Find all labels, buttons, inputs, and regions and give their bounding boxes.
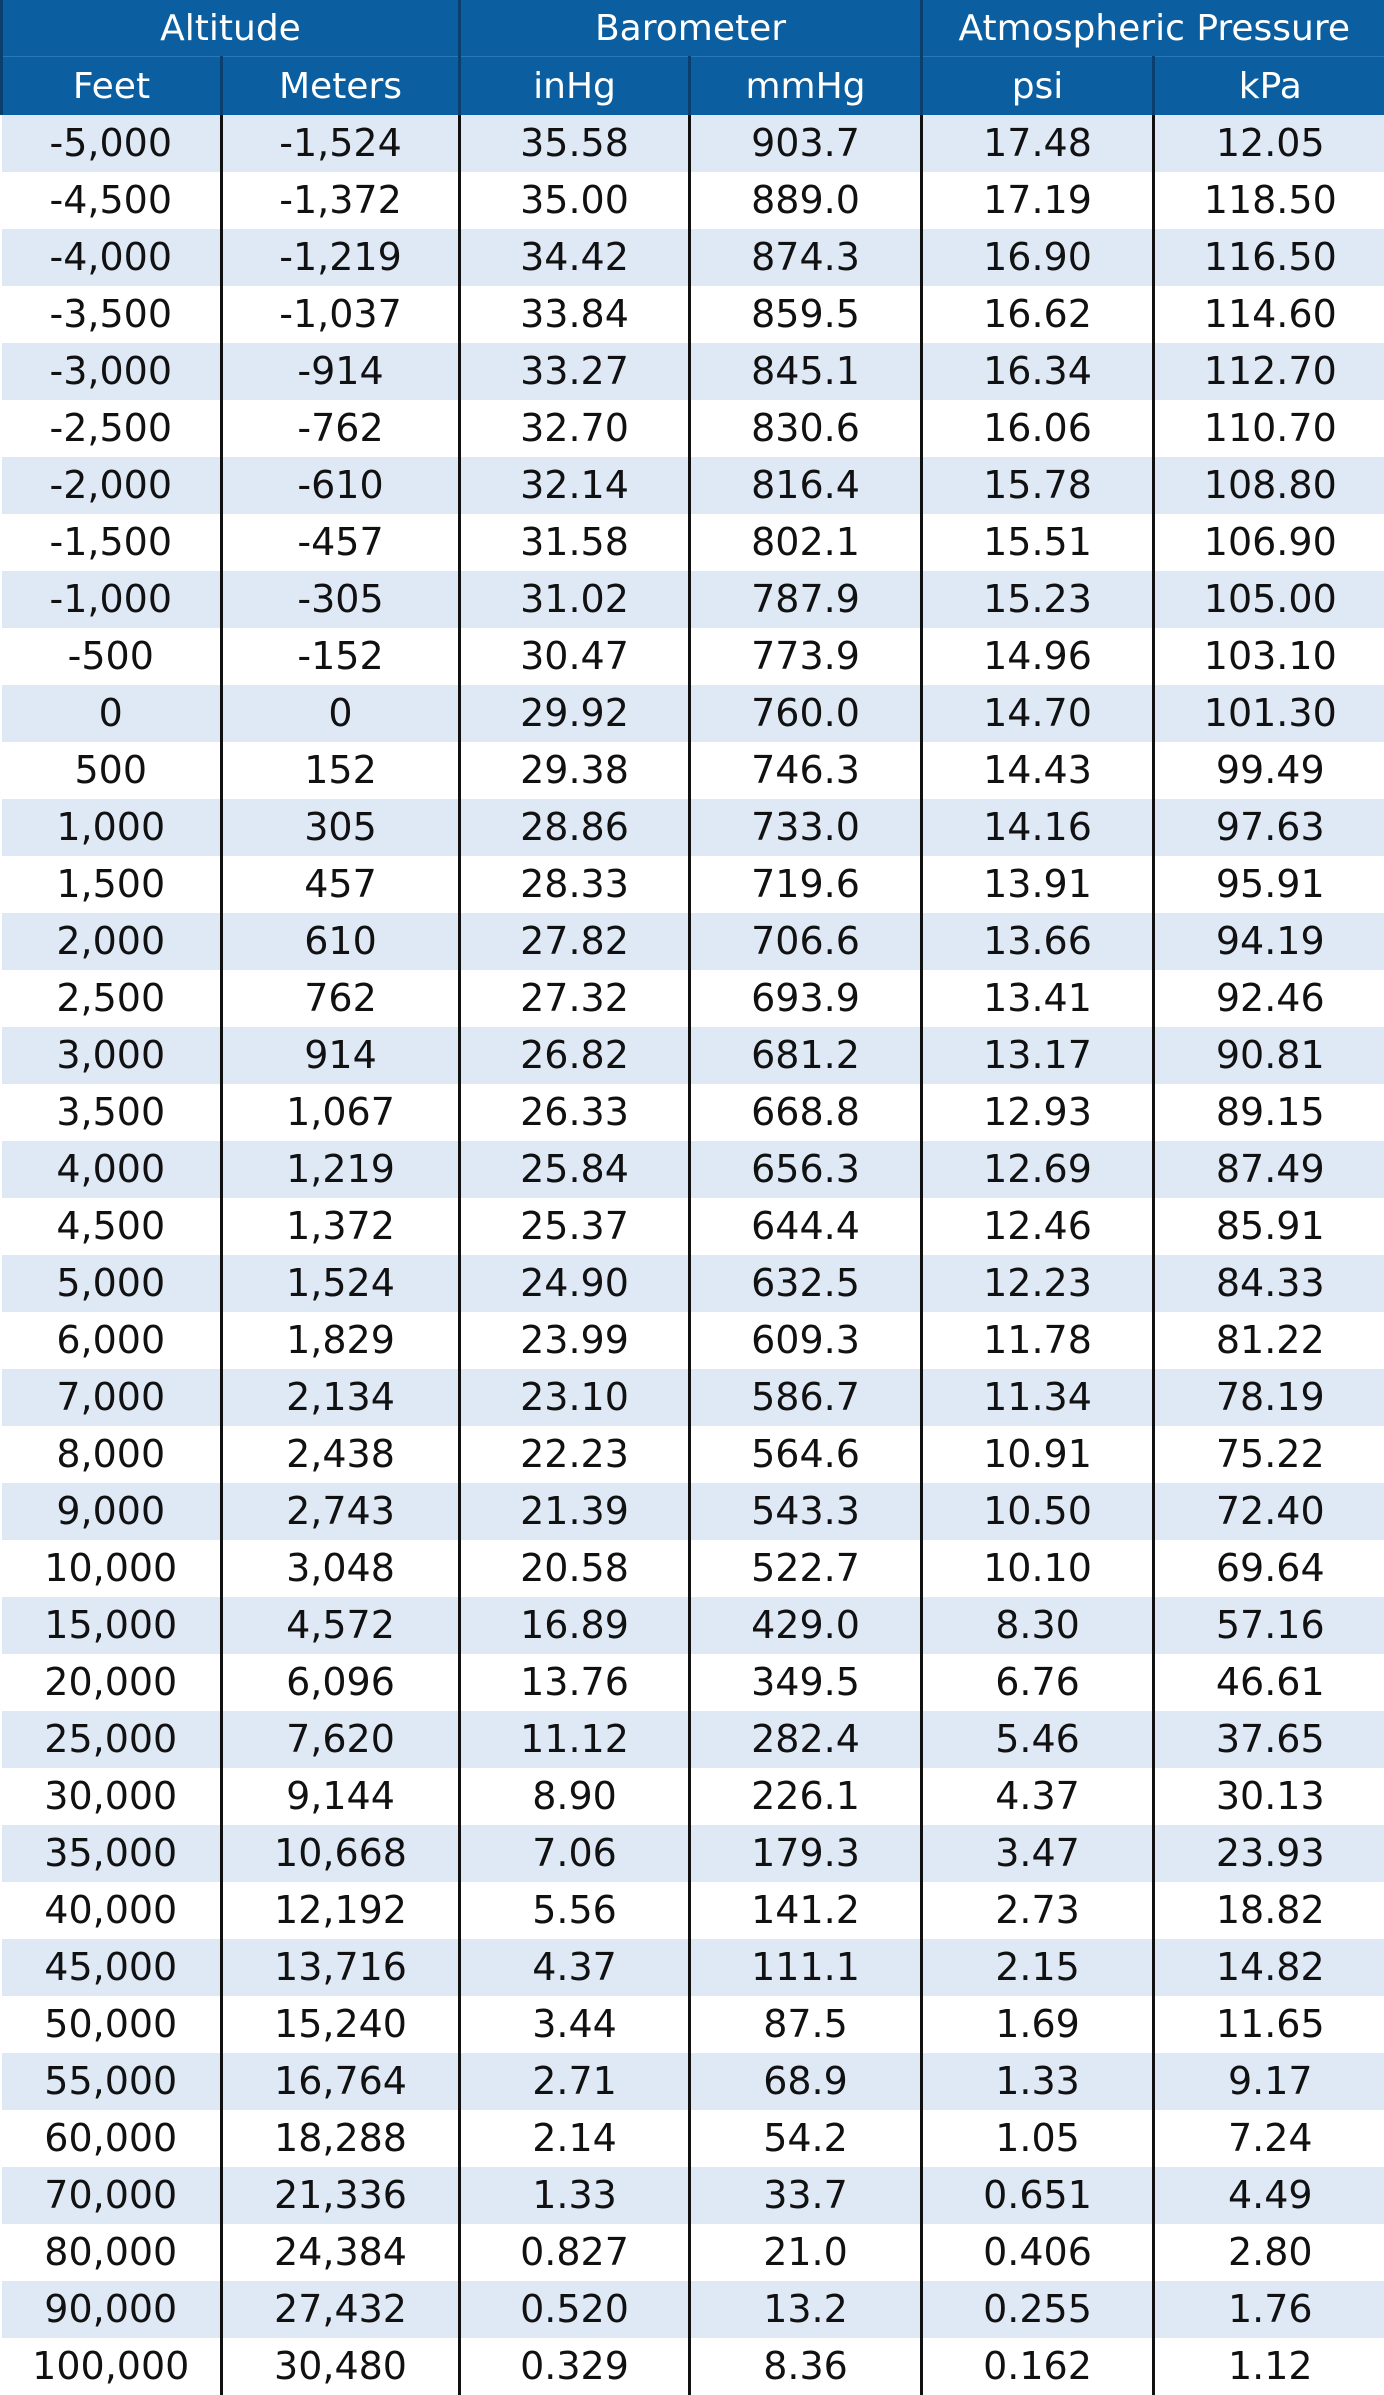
cell-meters: 16,764: [222, 2053, 460, 2110]
table-row: [2, 628, 1384, 685]
cell-meters: 6,096: [222, 1654, 460, 1711]
cell-feet: 4,000: [2, 1141, 222, 1198]
table-row: [2, 2338, 1384, 2395]
cell-psi: 16.90: [922, 229, 1154, 286]
cell-inhg: 22.23: [460, 1426, 690, 1483]
cell-meters: -152: [222, 628, 460, 685]
table-row: [2, 2110, 1384, 2167]
cell-mmhg: 802.1: [690, 514, 922, 571]
cell-meters: -610: [222, 457, 460, 514]
cell-inhg: 31.02: [460, 571, 690, 628]
cell-feet: 60,000: [2, 2110, 222, 2167]
cell-feet: -500: [2, 628, 222, 685]
cell-psi: 12.46: [922, 1198, 1154, 1255]
cell-psi: 15.23: [922, 571, 1154, 628]
cell-meters: 30,480: [222, 2338, 460, 2395]
cell-inhg: 20.58: [460, 1540, 690, 1597]
cell-mmhg: 349.5: [690, 1654, 922, 1711]
cell-kpa: 81.22: [1154, 1312, 1384, 1369]
cell-meters: -457: [222, 514, 460, 571]
cell-inhg: 35.00: [460, 172, 690, 229]
cell-inhg: 5.56: [460, 1882, 690, 1939]
cell-meters: 152: [222, 742, 460, 799]
cell-feet: 70,000: [2, 2167, 222, 2224]
cell-kpa: 7.24: [1154, 2110, 1384, 2167]
table-row: [2, 2281, 1384, 2338]
cell-psi: 16.34: [922, 343, 1154, 400]
cell-inhg: 21.39: [460, 1483, 690, 1540]
cell-meters: 12,192: [222, 1882, 460, 1939]
cell-feet: 55,000: [2, 2053, 222, 2110]
cell-kpa: 23.93: [1154, 1825, 1384, 1882]
table-row: [2, 799, 1384, 856]
unit-header-inhg: inHg: [460, 57, 690, 116]
cell-kpa: 9.17: [1154, 2053, 1384, 2110]
cell-feet: 90,000: [2, 2281, 222, 2338]
cell-feet: 5,000: [2, 1255, 222, 1312]
cell-feet: -2,500: [2, 400, 222, 457]
cell-psi: 13.91: [922, 856, 1154, 913]
cell-meters: 1,829: [222, 1312, 460, 1369]
cell-kpa: 99.49: [1154, 742, 1384, 799]
cell-mmhg: 282.4: [690, 1711, 922, 1768]
cell-inhg: 2.14: [460, 2110, 690, 2167]
cell-inhg: 26.82: [460, 1027, 690, 1084]
cell-feet: 2,000: [2, 913, 222, 970]
table-row: [2, 400, 1384, 457]
cell-mmhg: 706.6: [690, 913, 922, 970]
table-row: [2, 1597, 1384, 1654]
cell-inhg: 25.84: [460, 1141, 690, 1198]
unit-header-kpa: kPa: [1154, 57, 1384, 116]
cell-psi: 12.23: [922, 1255, 1154, 1312]
cell-psi: 1.69: [922, 1996, 1154, 2053]
cell-feet: -1,500: [2, 514, 222, 571]
cell-mmhg: 656.3: [690, 1141, 922, 1198]
cell-inhg: 35.58: [460, 115, 690, 172]
table-row: [2, 1939, 1384, 1996]
cell-kpa: 114.60: [1154, 286, 1384, 343]
cell-mmhg: 874.3: [690, 229, 922, 286]
cell-kpa: 2.80: [1154, 2224, 1384, 2281]
cell-meters: 27,432: [222, 2281, 460, 2338]
cell-mmhg: 693.9: [690, 970, 922, 1027]
cell-kpa: 118.50: [1154, 172, 1384, 229]
cell-mmhg: 564.6: [690, 1426, 922, 1483]
cell-kpa: 37.65: [1154, 1711, 1384, 1768]
cell-mmhg: 760.0: [690, 685, 922, 742]
cell-psi: 3.47: [922, 1825, 1154, 1882]
table-body: [2, 115, 1384, 2395]
table-row: [2, 2167, 1384, 2224]
cell-psi: 5.46: [922, 1711, 1154, 1768]
cell-kpa: 101.30: [1154, 685, 1384, 742]
cell-kpa: 110.70: [1154, 400, 1384, 457]
cell-inhg: 32.14: [460, 457, 690, 514]
cell-mmhg: 586.7: [690, 1369, 922, 1426]
cell-mmhg: 13.2: [690, 2281, 922, 2338]
cell-psi: 13.41: [922, 970, 1154, 1027]
table-row: [2, 970, 1384, 1027]
cell-inhg: 32.70: [460, 400, 690, 457]
cell-inhg: 4.37: [460, 1939, 690, 1996]
table-row: [2, 343, 1384, 400]
cell-inhg: 0.329: [460, 2338, 690, 2395]
cell-kpa: 97.63: [1154, 799, 1384, 856]
cell-kpa: 85.91: [1154, 1198, 1384, 1255]
cell-meters: 2,743: [222, 1483, 460, 1540]
cell-feet: 6,000: [2, 1312, 222, 1369]
cell-psi: 10.50: [922, 1483, 1154, 1540]
cell-mmhg: 179.3: [690, 1825, 922, 1882]
table-row: [2, 457, 1384, 514]
cell-inhg: 11.12: [460, 1711, 690, 1768]
table-row: [2, 1654, 1384, 1711]
cell-psi: 11.34: [922, 1369, 1154, 1426]
cell-kpa: 11.65: [1154, 1996, 1384, 2053]
cell-feet: -3,500: [2, 286, 222, 343]
cell-inhg: 33.84: [460, 286, 690, 343]
table-row: [2, 1483, 1384, 1540]
cell-meters: -762: [222, 400, 460, 457]
cell-meters: -305: [222, 571, 460, 628]
cell-psi: 0.406: [922, 2224, 1154, 2281]
cell-mmhg: 87.5: [690, 1996, 922, 2053]
table-row: [2, 1426, 1384, 1483]
cell-mmhg: 719.6: [690, 856, 922, 913]
table-row: [2, 856, 1384, 913]
cell-inhg: 27.82: [460, 913, 690, 970]
cell-meters: 305: [222, 799, 460, 856]
cell-feet: 500: [2, 742, 222, 799]
cell-kpa: 112.70: [1154, 343, 1384, 400]
cell-psi: 17.48: [922, 115, 1154, 172]
cell-kpa: 108.80: [1154, 457, 1384, 514]
cell-psi: 8.30: [922, 1597, 1154, 1654]
cell-psi: 1.05: [922, 2110, 1154, 2167]
cell-kpa: 105.00: [1154, 571, 1384, 628]
table-row: [2, 1312, 1384, 1369]
cell-feet: 40,000: [2, 1882, 222, 1939]
table-row: [2, 172, 1384, 229]
cell-inhg: 27.32: [460, 970, 690, 1027]
table-row: [2, 1141, 1384, 1198]
cell-inhg: 16.89: [460, 1597, 690, 1654]
cell-meters: 24,384: [222, 2224, 460, 2281]
cell-psi: 0.651: [922, 2167, 1154, 2224]
cell-psi: 12.69: [922, 1141, 1154, 1198]
cell-feet: 50,000: [2, 1996, 222, 2053]
cell-feet: -4,000: [2, 229, 222, 286]
table-row: [2, 1882, 1384, 1939]
cell-meters: 9,144: [222, 1768, 460, 1825]
cell-meters: 610: [222, 913, 460, 970]
table-row: [2, 514, 1384, 571]
cell-psi: 15.78: [922, 457, 1154, 514]
cell-kpa: 4.49: [1154, 2167, 1384, 2224]
cell-inhg: 30.47: [460, 628, 690, 685]
table-row: [2, 1369, 1384, 1426]
cell-mmhg: 522.7: [690, 1540, 922, 1597]
cell-psi: 4.37: [922, 1768, 1154, 1825]
cell-inhg: 28.86: [460, 799, 690, 856]
cell-mmhg: 141.2: [690, 1882, 922, 1939]
cell-psi: 17.19: [922, 172, 1154, 229]
cell-meters: -1,219: [222, 229, 460, 286]
cell-meters: 7,620: [222, 1711, 460, 1768]
cell-meters: 4,572: [222, 1597, 460, 1654]
cell-mmhg: 787.9: [690, 571, 922, 628]
cell-psi: 14.43: [922, 742, 1154, 799]
cell-inhg: 13.76: [460, 1654, 690, 1711]
cell-mmhg: 859.5: [690, 286, 922, 343]
cell-meters: 1,524: [222, 1255, 460, 1312]
cell-feet: -5,000: [2, 115, 222, 172]
cell-feet: 80,000: [2, 2224, 222, 2281]
cell-kpa: 116.50: [1154, 229, 1384, 286]
cell-psi: 14.96: [922, 628, 1154, 685]
cell-feet: 20,000: [2, 1654, 222, 1711]
cell-mmhg: 816.4: [690, 457, 922, 514]
cell-inhg: 23.99: [460, 1312, 690, 1369]
cell-inhg: 23.10: [460, 1369, 690, 1426]
cell-psi: 11.78: [922, 1312, 1154, 1369]
cell-inhg: 2.71: [460, 2053, 690, 2110]
table-row: [2, 286, 1384, 343]
table-row: [2, 2224, 1384, 2281]
cell-feet: -1,000: [2, 571, 222, 628]
cell-meters: 457: [222, 856, 460, 913]
cell-kpa: 1.12: [1154, 2338, 1384, 2395]
cell-kpa: 84.33: [1154, 1255, 1384, 1312]
cell-meters: 3,048: [222, 1540, 460, 1597]
cell-kpa: 18.82: [1154, 1882, 1384, 1939]
cell-kpa: 72.40: [1154, 1483, 1384, 1540]
cell-meters: 1,067: [222, 1084, 460, 1141]
table-row: [2, 1711, 1384, 1768]
cell-inhg: 3.44: [460, 1996, 690, 2053]
cell-kpa: 46.61: [1154, 1654, 1384, 1711]
cell-meters: 1,372: [222, 1198, 460, 1255]
cell-meters: 914: [222, 1027, 460, 1084]
cell-psi: 14.16: [922, 799, 1154, 856]
cell-psi: 15.51: [922, 514, 1154, 571]
cell-kpa: 87.49: [1154, 1141, 1384, 1198]
cell-psi: 16.62: [922, 286, 1154, 343]
cell-meters: 2,134: [222, 1369, 460, 1426]
table-row: [2, 685, 1384, 742]
cell-mmhg: 54.2: [690, 2110, 922, 2167]
cell-kpa: 95.91: [1154, 856, 1384, 913]
group-header-altitude: Altitude: [2, 0, 460, 57]
cell-mmhg: 773.9: [690, 628, 922, 685]
cell-mmhg: 746.3: [690, 742, 922, 799]
cell-inhg: 8.90: [460, 1768, 690, 1825]
cell-inhg: 25.37: [460, 1198, 690, 1255]
table-row: [2, 2053, 1384, 2110]
cell-kpa: 57.16: [1154, 1597, 1384, 1654]
cell-meters: -1,524: [222, 115, 460, 172]
cell-meters: 15,240: [222, 1996, 460, 2053]
table-row: [2, 1768, 1384, 1825]
cell-mmhg: 543.3: [690, 1483, 922, 1540]
cell-kpa: 30.13: [1154, 1768, 1384, 1825]
cell-psi: 13.66: [922, 913, 1154, 970]
cell-feet: 8,000: [2, 1426, 222, 1483]
cell-kpa: 1.76: [1154, 2281, 1384, 2338]
cell-kpa: 78.19: [1154, 1369, 1384, 1426]
cell-inhg: 28.33: [460, 856, 690, 913]
cell-psi: 16.06: [922, 400, 1154, 457]
cell-feet: 2,500: [2, 970, 222, 1027]
cell-feet: 45,000: [2, 1939, 222, 1996]
table-row: [2, 1255, 1384, 1312]
cell-kpa: 94.19: [1154, 913, 1384, 970]
cell-feet: 9,000: [2, 1483, 222, 1540]
cell-mmhg: 668.8: [690, 1084, 922, 1141]
cell-feet: 15,000: [2, 1597, 222, 1654]
group-header-row: [2, 0, 1384, 57]
cell-mmhg: 889.0: [690, 172, 922, 229]
unit-header-row: [2, 57, 1384, 116]
cell-psi: 10.91: [922, 1426, 1154, 1483]
cell-mmhg: 33.7: [690, 2167, 922, 2224]
cell-meters: 18,288: [222, 2110, 460, 2167]
table-row: [2, 571, 1384, 628]
cell-mmhg: 830.6: [690, 400, 922, 457]
cell-kpa: 89.15: [1154, 1084, 1384, 1141]
cell-inhg: 34.42: [460, 229, 690, 286]
cell-inhg: 1.33: [460, 2167, 690, 2224]
cell-meters: 0: [222, 685, 460, 742]
table-row: [2, 913, 1384, 970]
cell-inhg: 26.33: [460, 1084, 690, 1141]
cell-mmhg: 8.36: [690, 2338, 922, 2395]
table-row: [2, 1996, 1384, 2053]
cell-psi: 0.255: [922, 2281, 1154, 2338]
group-header-atmospheric-pressure: Atmospheric Pressure: [922, 0, 1384, 57]
cell-feet: 0: [2, 685, 222, 742]
cell-meters: 2,438: [222, 1426, 460, 1483]
cell-psi: 6.76: [922, 1654, 1154, 1711]
cell-feet: -4,500: [2, 172, 222, 229]
cell-kpa: 90.81: [1154, 1027, 1384, 1084]
cell-inhg: 29.38: [460, 742, 690, 799]
cell-kpa: 106.90: [1154, 514, 1384, 571]
cell-mmhg: 632.5: [690, 1255, 922, 1312]
unit-header-meters: Meters: [222, 57, 460, 116]
cell-meters: 1,219: [222, 1141, 460, 1198]
table-row: [2, 1027, 1384, 1084]
cell-mmhg: 429.0: [690, 1597, 922, 1654]
table-row: [2, 1084, 1384, 1141]
cell-feet: 1,500: [2, 856, 222, 913]
cell-feet: -3,000: [2, 343, 222, 400]
cell-psi: 12.93: [922, 1084, 1154, 1141]
cell-feet: 10,000: [2, 1540, 222, 1597]
cell-mmhg: 21.0: [690, 2224, 922, 2281]
cell-kpa: 92.46: [1154, 970, 1384, 1027]
cell-feet: 7,000: [2, 1369, 222, 1426]
cell-feet: 1,000: [2, 799, 222, 856]
cell-kpa: 103.10: [1154, 628, 1384, 685]
cell-mmhg: 845.1: [690, 343, 922, 400]
table-header: [2, 0, 1384, 115]
cell-psi: 0.162: [922, 2338, 1154, 2395]
table-row: [2, 115, 1384, 172]
cell-feet: 3,000: [2, 1027, 222, 1084]
cell-kpa: 69.64: [1154, 1540, 1384, 1597]
cell-inhg: 0.827: [460, 2224, 690, 2281]
cell-mmhg: 609.3: [690, 1312, 922, 1369]
cell-psi: 2.15: [922, 1939, 1154, 1996]
cell-inhg: 29.92: [460, 685, 690, 742]
group-header-barometer: Barometer: [460, 0, 922, 57]
table-row: [2, 1540, 1384, 1597]
cell-mmhg: 68.9: [690, 2053, 922, 2110]
cell-inhg: 7.06: [460, 1825, 690, 1882]
cell-inhg: 24.90: [460, 1255, 690, 1312]
cell-psi: 14.70: [922, 685, 1154, 742]
cell-feet: 4,500: [2, 1198, 222, 1255]
cell-kpa: 12.05: [1154, 115, 1384, 172]
cell-psi: 1.33: [922, 2053, 1154, 2110]
cell-inhg: 33.27: [460, 343, 690, 400]
cell-meters: -1,037: [222, 286, 460, 343]
table-row: [2, 1825, 1384, 1882]
table-row: [2, 1198, 1384, 1255]
table-row: [2, 742, 1384, 799]
cell-psi: 10.10: [922, 1540, 1154, 1597]
cell-mmhg: 644.4: [690, 1198, 922, 1255]
cell-mmhg: 111.1: [690, 1939, 922, 1996]
cell-kpa: 75.22: [1154, 1426, 1384, 1483]
cell-feet: -2,000: [2, 457, 222, 514]
cell-feet: 25,000: [2, 1711, 222, 1768]
cell-feet: 3,500: [2, 1084, 222, 1141]
cell-mmhg: 733.0: [690, 799, 922, 856]
unit-header-feet: Feet: [2, 57, 222, 116]
cell-feet: 100,000: [2, 2338, 222, 2395]
cell-inhg: 0.520: [460, 2281, 690, 2338]
cell-psi: 13.17: [922, 1027, 1154, 1084]
unit-header-mmhg: mmHg: [690, 57, 922, 116]
cell-kpa: 14.82: [1154, 1939, 1384, 1996]
cell-mmhg: 681.2: [690, 1027, 922, 1084]
cell-feet: 35,000: [2, 1825, 222, 1882]
cell-meters: 13,716: [222, 1939, 460, 1996]
cell-meters: 10,668: [222, 1825, 460, 1882]
cell-feet: 30,000: [2, 1768, 222, 1825]
table-row: [2, 229, 1384, 286]
cell-meters: 762: [222, 970, 460, 1027]
cell-meters: -1,372: [222, 172, 460, 229]
cell-meters: -914: [222, 343, 460, 400]
cell-psi: 2.73: [922, 1882, 1154, 1939]
cell-meters: 21,336: [222, 2167, 460, 2224]
cell-mmhg: 226.1: [690, 1768, 922, 1825]
cell-mmhg: 903.7: [690, 115, 922, 172]
unit-header-psi: psi: [922, 57, 1154, 116]
cell-inhg: 31.58: [460, 514, 690, 571]
